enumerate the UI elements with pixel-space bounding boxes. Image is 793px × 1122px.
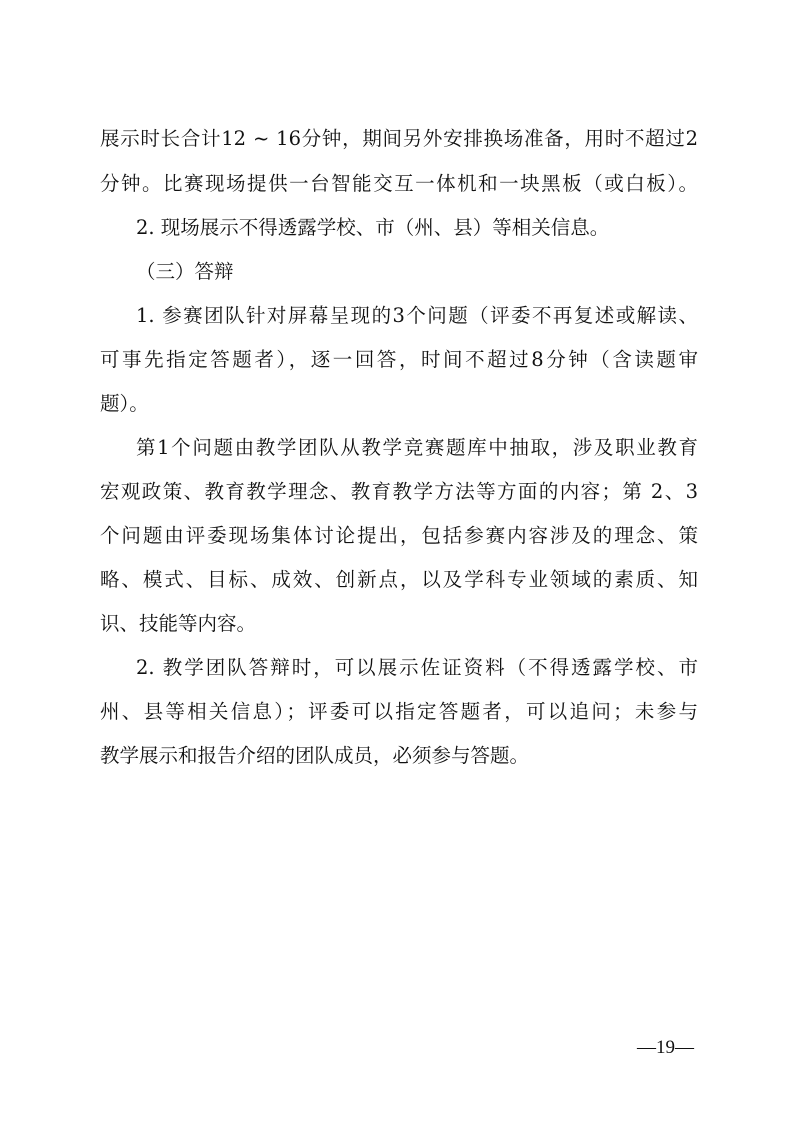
body-text-line: 略、模式、目标、成效、创新点，以及学科专业领域的素质、知 — [100, 568, 698, 591]
body-text-line: 1. 参赛团队针对屏幕呈现的3个问题（评委不再复述或解读、 — [136, 304, 698, 327]
body-text-line: 分钟。比赛现场提供一台智能交互一体机和一块黑板（或白板）。 — [100, 172, 698, 195]
body-text-line: 个问题由评委现场集体讨论提出，包括参赛内容涉及的理念、策 — [100, 524, 698, 547]
body-text-line: 2. 教学团队答辩时，可以展示佐证资料（不得透露学校、市 — [136, 656, 698, 679]
body-text-line: 第1个问题由教学团队从教学竞赛题库中抽取，涉及职业教育 — [136, 436, 698, 459]
body-text-line: 宏观政策、教育教学理念、教育教学方法等方面的内容；第 2、3 — [100, 480, 698, 503]
page-number: —19— — [637, 1037, 694, 1058]
section-heading: （三）答辩 — [136, 260, 234, 283]
body-text-line: 教学展示和报告介绍的团队成员，必须参与答题。 — [100, 744, 530, 767]
body-text-line: 展示时长合计12 ~ 16分钟，期间另外安排换场准备，用时不超过2 — [100, 127, 698, 150]
body-text-line: 识、技能等内容。 — [100, 612, 257, 635]
body-text-line: 题）。 — [100, 392, 149, 415]
body-text-line: 2. 现场展示不得透露学校、市（州、县）等相关信息。 — [136, 216, 610, 239]
body-text-line: 可事先指定答题者），逐一回答，时间不超过8分钟（含读题审 — [100, 348, 698, 371]
body-text-line: 州、县等相关信息）；评委可以指定答题者，可以追问；未参与 — [100, 700, 698, 723]
